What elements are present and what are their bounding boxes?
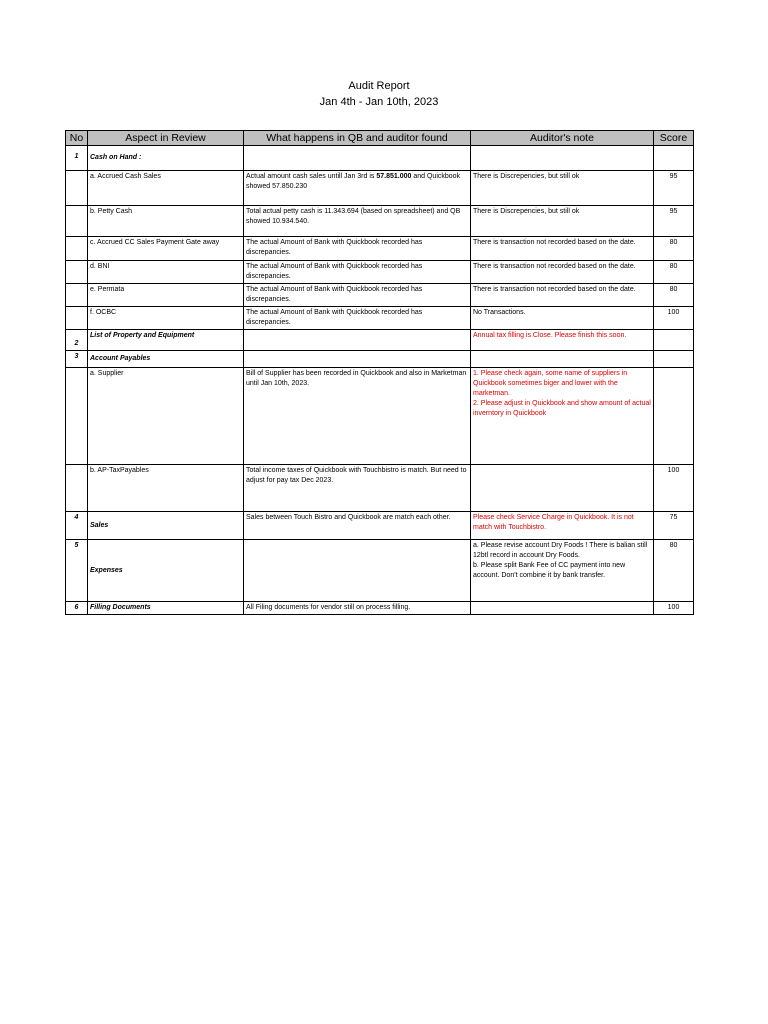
note-line: 2. Please adjust in Quickbook and show amount of actual inverntory in Quickbook <box>473 400 651 417</box>
aspect-cell: f. OCBC <box>88 307 244 330</box>
row-number: 1 <box>66 146 88 171</box>
found-cell: Bill of Supplier has been recorded in Quickbook and also in Marketman until Jan 10th, 2023. <box>244 368 471 465</box>
score-cell: 80 <box>654 540 694 602</box>
aspect-cell: b. Petty Cash <box>88 206 244 237</box>
found-cell <box>244 171 471 206</box>
note-cell <box>471 351 654 368</box>
aspect-cell: e. Permata <box>88 284 244 307</box>
found-cell: The actual Amount of Bank with Quickbook recorded has discrepancies. <box>244 284 471 307</box>
section-title-sales: Sales <box>88 512 244 540</box>
score-cell: 75 <box>654 512 694 540</box>
table-row <box>66 540 694 602</box>
header-score: Score <box>654 131 694 146</box>
found-cell: Total actual petty cash is 11.343.694 (based on spreadsheet) and QB showed 10.934.540. <box>244 206 471 237</box>
table-row <box>66 261 694 284</box>
found-cell <box>244 351 471 368</box>
note-cell: Please check Service Charge in Quickbook. It is not match with Touchbistro. <box>471 512 654 540</box>
table-row <box>66 146 694 171</box>
found-cell: All Filing documents for vendor still on process filling. <box>244 602 471 615</box>
row-number <box>66 368 88 465</box>
found-cell <box>244 540 471 602</box>
section-title-property: List of Property and Equipment <box>88 330 244 351</box>
score-cell: 80 <box>654 237 694 261</box>
note-cell <box>471 602 654 615</box>
section-title-cash-on-hand: Cash on Hand : <box>88 146 244 171</box>
note-line: b. Please split Bank Fee of CC payment into new account. Don't combine it by bank transfer. <box>473 562 626 579</box>
section-title-expenses: Expenses <box>88 540 244 602</box>
aspect-cell: b. AP-TaxPayables <box>88 465 244 512</box>
note-cell: Annual tax filling is Close. Please finish this soon. <box>471 330 654 351</box>
note-cell: There is transaction not recorded based on the date. <box>471 237 654 261</box>
score-cell <box>654 330 694 351</box>
score-cell: 100 <box>654 307 694 330</box>
found-cell: The actual Amount of Bank with Quickbook recorded has discrepancies. <box>244 307 471 330</box>
row-number <box>66 171 88 206</box>
note-cell <box>471 540 654 602</box>
aspect-cell: c. Accrued CC Sales Payment Gate away <box>88 237 244 261</box>
found-amount: 57.851.000 <box>376 173 412 180</box>
aspect-cell: a. Supplier <box>88 368 244 465</box>
found-cell <box>244 146 471 171</box>
note-cell <box>471 465 654 512</box>
note-cell: There is transaction not recorded based on the date. <box>471 284 654 307</box>
row-number: 6 <box>66 602 88 615</box>
table-row <box>66 351 694 368</box>
report-period: Jan 4th - Jan 10th, 2023 <box>319 96 439 108</box>
header-aspect: Aspect in Review <box>88 131 244 146</box>
score-cell: 80 <box>654 284 694 307</box>
audit-table <box>65 130 694 615</box>
found-cell: The actual Amount of Bank with Quickbook recorded has discrepancies. <box>244 237 471 261</box>
section-title-account-payables: Account Payables <box>88 351 244 368</box>
table-header-row <box>66 131 694 146</box>
row-number <box>66 261 88 284</box>
note-cell <box>471 368 654 465</box>
note-cell: There is Discrepencies, but still ok <box>471 171 654 206</box>
note-line: a. Please revise account Dry Foods ! There is balian still 12btl record in account Dry Foods. <box>473 542 648 559</box>
note-cell: There is Discrepencies, but still ok <box>471 206 654 237</box>
note-cell <box>471 146 654 171</box>
header-note: Auditor's note <box>471 131 654 146</box>
table-row <box>66 307 694 330</box>
row-number <box>66 307 88 330</box>
table-row <box>66 284 694 307</box>
score-cell: 100 <box>654 602 694 615</box>
table-row <box>66 512 694 540</box>
note-cell: There is transaction not recorded based on the date. <box>471 261 654 284</box>
found-cell: Total income taxes of Quickbook with Touchbistro is match. But need to adjust for pay tax Dec 2023. <box>244 465 471 512</box>
note-line: 1. Please check again, some name of suppliers in Quickbook sometimes biger and lower with the marketman. <box>473 370 628 397</box>
score-cell <box>654 146 694 171</box>
score-cell: 80 <box>654 261 694 284</box>
found-cell <box>244 330 471 351</box>
score-cell: 95 <box>654 206 694 237</box>
score-cell <box>654 368 694 465</box>
table-row <box>66 465 694 512</box>
report-title: Audit Report <box>348 80 410 92</box>
row-number: 4 <box>66 512 88 540</box>
table-row <box>66 602 694 615</box>
found-cell: The actual Amount of Bank with Quickbook recorded has discrepancies. <box>244 261 471 284</box>
header-found: What happens in QB and auditor found <box>244 131 471 146</box>
row-number: 5 <box>66 540 88 602</box>
found-text: Actual amount cash sales untill Jan 3rd is <box>246 173 377 180</box>
table-row <box>66 330 694 351</box>
found-text: and Quickbook showed 57.850.230 <box>246 173 461 190</box>
table-row <box>66 368 694 465</box>
score-cell <box>654 351 694 368</box>
table-row <box>66 206 694 237</box>
row-number: 2 <box>66 330 88 351</box>
section-title-filling-documents: Filling Documents <box>88 602 244 615</box>
score-cell: 100 <box>654 465 694 512</box>
row-number <box>66 237 88 261</box>
report-title-block <box>0 78 758 110</box>
score-cell: 95 <box>654 171 694 206</box>
header-no: No <box>66 131 88 146</box>
found-cell: Sales between Touch Bistro and Quickbook are match each other. <box>244 512 471 540</box>
aspect-cell: a. Accrued Cash Sales <box>88 171 244 206</box>
row-number <box>66 284 88 307</box>
note-cell: No Transactions. <box>471 307 654 330</box>
row-number <box>66 206 88 237</box>
aspect-cell: d. BNI <box>88 261 244 284</box>
row-number <box>66 465 88 512</box>
table-row <box>66 237 694 261</box>
row-number: 3 <box>66 351 88 368</box>
table-row <box>66 171 694 206</box>
